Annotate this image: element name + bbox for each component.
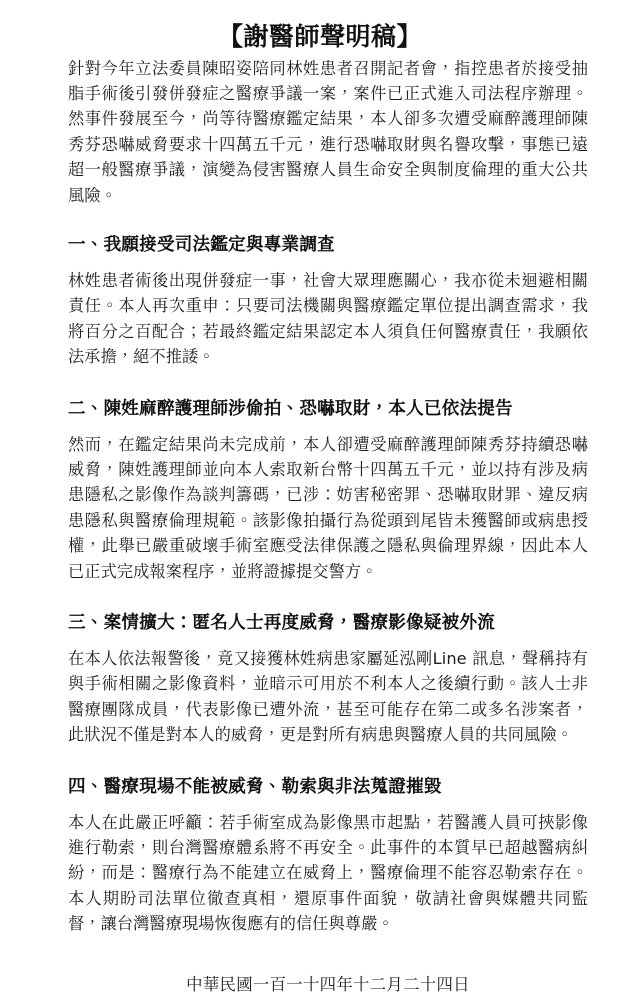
section-heading-4: 四、醫療現場不能被威脅、勒索與非法蒐證摧毀 — [68, 776, 442, 797]
lead-paragraph: 針對今年立法委員陳昭姿陪同林姓患者召開記者會，指控患者於接受抽脂手術後引發併發症之醫療爭議一案，案件已正式進入司法程序辦理。然事件發展至今，尚等待醫療鑑定結果，本人卻多次遭受麻醉護理師陳秀芬恐嚇威脅要求十四萬五千元，進行恐嚇取財與名譽攻擊，事態已遠超一般醫療爭議，演變為侵害醫療人員生命安全與制度倫理的重大公共風險。 — [68, 58, 588, 205]
section-body-1: 林姓患者術後出現併發症一事，社會大眾理應關心，我亦從未迴避相關責任。本人再次重申：只要司法機關與醫療鑑定單位提出調查需求，我將百分之百配合；若最終鑑定結果認定本人須負任何醫療責任，我願依法承擔，絕不推諉。 — [68, 270, 588, 367]
document-date: 中華民國一百一十四年十二月二十四日 — [186, 974, 470, 994]
section-heading-1: 一、我願接受司法鑑定與專業調查 — [68, 234, 335, 255]
section-body-2: 然而，在鑑定結果尚未完成前，本人卻遭受麻醉護理師陳秀芬持續恐嚇威脅，陳姓護理師並向本人索取新台幣十四萬五千元，並以持有涉及病患隱私之影像作為談判籌碼，已涉：妨害秘密罪、恐嚇取財罪、違反病患隱私與醫療倫理規範。該影像拍攝行為從頭到尾皆未獲醫師或病患授權，此舉已嚴重破壞手術室應受法律保護之隱私與倫理界線，因此本人已正式完成報案程序，並將證據提交警方。 — [68, 434, 588, 581]
section-heading-2: 二、陳姓麻醉護理師涉偷拍、恐嚇取財，本人已依法提告 — [68, 398, 513, 419]
document-title: 【謝醫師聲明稿】 — [217, 22, 422, 51]
document-body — [0, 56, 640, 998]
section-heading-3: 三、案情擴大：匿名人士再度威脅，醫療影像疑被外流 — [68, 613, 496, 633]
section-body-4: 本人在此嚴正呼籲：若手術室成為影像黑市起點，若醫護人員可挾影像進行勒索，則台灣醫療體系將不再安全。此事件的本質早已超越醫病糾紛，而是：醫療行為不能建立在威脅上，醫療倫理不能容忍勒索存在。本人期盼司法單位徹查真相，還原事件面貌，敬請社會與媒體共同監督，讓台灣醫療現場恢復應有的信任與尊嚴。 — [68, 812, 588, 934]
section-body-3: 在本人依法報警後，竟又接獲林姓病患家屬延泓剛Line 訊息，聲稱持有與手術相關之影像資料，並暗示可用於不利本人之後續行動。該人士非醫療團隊成員，代表影像已遭外流，甚至可能存在第二或多名涉案者，此狀況不僅是對本人的威脅，更是對所有病患與醫療人員的共同風險。 — [68, 649, 588, 745]
